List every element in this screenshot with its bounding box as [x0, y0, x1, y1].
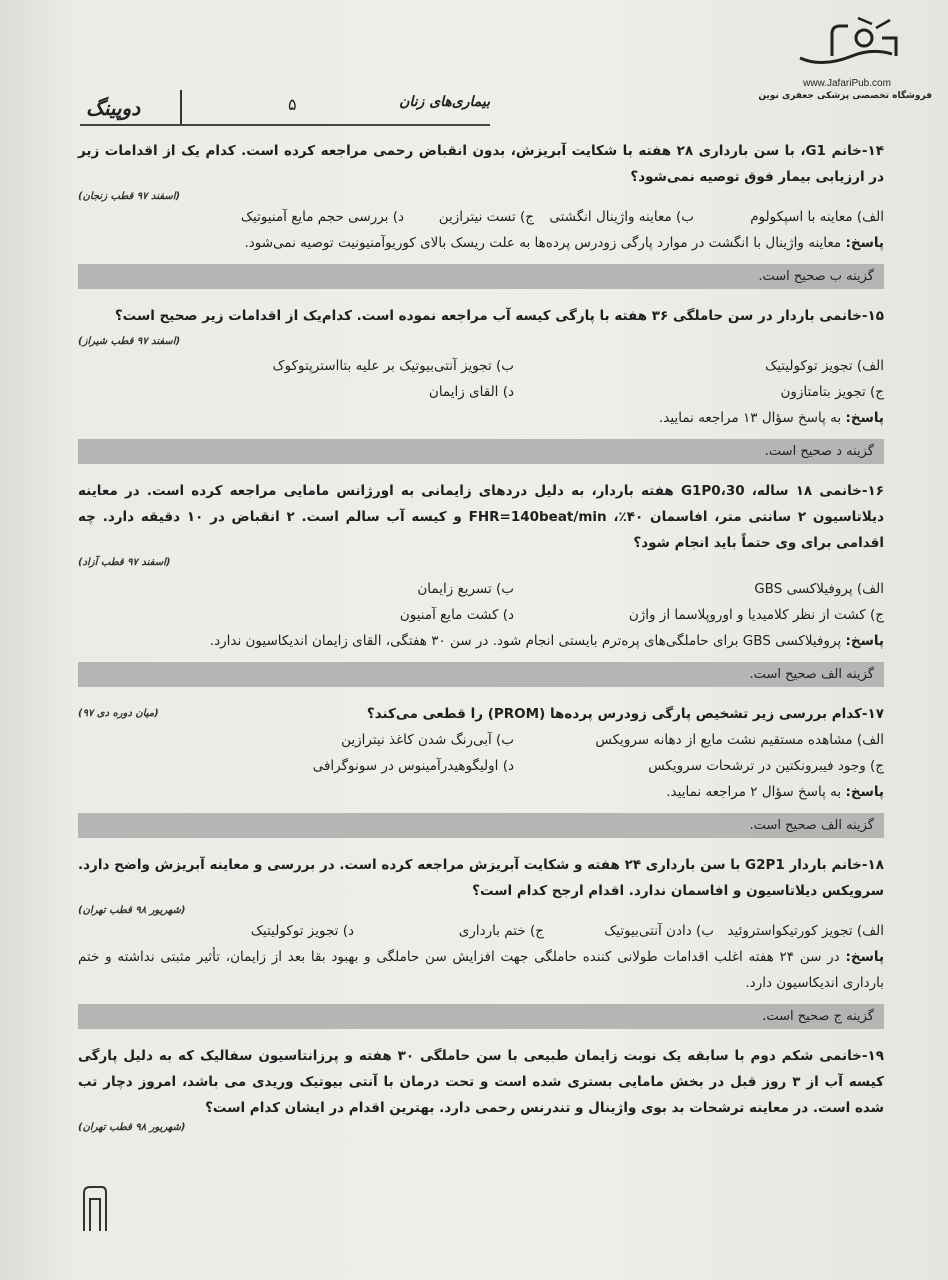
correct-option-bar: گزینه ج صحیح است. [78, 1004, 884, 1029]
answer: پاسخ: معاینه واژینال با انگشت در موارد پارگی زودرس پرده‌ها به علت ریسک بالای کوریوآمنیونیت توصیه نمی‌شود. [244, 235, 884, 251]
option-c: ج) کشت از نظر کلامیدیا و اوروپلاسما از واژن [628, 607, 884, 623]
publisher-logo-icon [792, 16, 902, 72]
options [78, 727, 884, 779]
answer: پاسخ: پروفیلاکسی GBS برای حاملگی‌های پره‌ترم بایستی انجام شود. در سن ۳۰ هفتگی، القای زایمان اندیکاسیون ندارد. [209, 633, 884, 649]
answer: پاسخ: به پاسخ سؤال ۲ مراجعه نمایید. [666, 784, 884, 800]
header-divider [180, 90, 182, 124]
question-text: خانمی ۱۸ ساله، 30،G1P0 هفته باردار، به دلیل دردهای زایمانی به اورژانس مامایی مراجعه کرده است. در معاینه دیلاتاسیون ۲ سانتی متر، افاسمان ۴۰٪، FHR=140beat/min و کیسه آب سالم است. ۲ انقباض در ۱۰ دقیقه دارد. چه اقدامی برای وی حتماً باید انجام شود؟ [78, 483, 884, 551]
answer: پاسخ: به پاسخ سؤال ۱۳ مراجعه نمایید. [659, 410, 884, 426]
correct-option-bar: گزینه الف صحیح است. [78, 662, 884, 687]
question-text: کدام بررسی زیر تشخیص پارگی زودرس پرده‌ها (PROM) را قطعی می‌کند؟ [366, 706, 862, 722]
question-text: خانمی باردار در سن حاملگی ۳۶ هفته با پارگی کیسه آب مراجعه نموده است. کدام‌یک از اقدامات زیر صحیح است؟ [114, 308, 862, 324]
question-source: (اسفند ۹۷ قطب زنجان) [78, 191, 181, 202]
option-c: ج) وجود فیبرونکتین در ترشحات سرویکس [648, 758, 884, 774]
option-b: ب) معاینه واژینال انگشتی [549, 209, 694, 225]
option-b: ب) آبی‌رنگ شدن کاغذ نیترازین [341, 732, 514, 748]
option-a: الف) تجویز توکولیتیک [765, 358, 884, 374]
answer: پاسخ: در سن ۲۴ هفته اغلب اقدامات طولانی کننده حاملگی جهت افزایش سن حاملگی و بهبود بقا بعد از زایمان، تأثیر مثبتی نداشته و ختم بارداری اندیکاسیون دارد. [78, 949, 885, 991]
option-a: الف) پروفیلاکسی GBS [754, 581, 884, 597]
running-header [80, 90, 490, 124]
option-a: الف) معاینه با اسپکولوم [750, 209, 884, 225]
question-18 [78, 852, 884, 1029]
options [78, 353, 884, 405]
publisher-url: www.JafariPub.com [803, 78, 891, 89]
publisher-store: فروشگاه تخصصی پزشکی جعفری نوین [758, 91, 932, 101]
correct-option-bar: گزینه د صحیح است. [78, 439, 884, 464]
question-source: (شهریور ۹۸ قطب تهران) [78, 905, 186, 916]
question-number: ۱۸- [861, 857, 885, 873]
option-a: الف) مشاهده مستقیم نشت مایع از دهانه سرویکس [595, 732, 884, 748]
question-number: ۱۶- [861, 483, 884, 499]
correct-option-bar: گزینه ب صحیح است. [78, 264, 884, 289]
question-number: ۱۹- [861, 1048, 884, 1064]
option-d: د) اولیگوهیدرآمینوس در سونوگرافی [312, 758, 514, 774]
options [78, 576, 884, 628]
option-b: ب) تسریع زایمان [417, 581, 514, 597]
option-d: د) تجویز توکولیتیک [250, 923, 354, 939]
chapter-title: بیماری‌های زنان [399, 94, 490, 110]
question-14 [78, 138, 884, 289]
publisher-block [758, 16, 932, 101]
question-source: (اسفند ۹۷ قطب شیراز) [78, 336, 181, 347]
option-d: د) بررسی حجم مایع آمنیوتیک [240, 209, 404, 225]
question-source: (اسفند ۹۷ قطب آزاد) [78, 557, 171, 568]
correct-option-bar: گزینه الف صحیح است. [78, 813, 884, 838]
option-b: ب) دادن آنتی‌بیوتیک [604, 923, 714, 939]
option-c: ج) ختم بارداری [458, 923, 544, 939]
option-d: د) القای زایمان [428, 384, 514, 400]
option-d: د) کشت مایع آمنیون [399, 607, 514, 623]
options [78, 204, 884, 230]
question-number: ۱۴- [861, 143, 884, 159]
option-b: ب) تجویز آنتی‌بیوتیک بر علیه بتااسترپتوکوک [272, 358, 514, 374]
options [78, 918, 884, 944]
question-text: خانمی شکم دوم با سابقه یک نوبت زایمان طبیعی با سن حاملگی ۳۰ هفته و پرزانتاسیون سفالیک که به دلیل پارگی کیسه آب از ۳ روز قبل در بخش مامایی بستری شده است و تحت درمان با آنتی بیوتیک وریدی می باشد، امروز دچار تب شده است. در معاینه ترشحات بد بوی واژینال و تندرنس رحمی دارد. بهترین اقدام در ایشان کدام است؟ [78, 1048, 884, 1116]
question-source: (میان دوره دی ۹۷) [78, 708, 159, 719]
question-number: ۱۷- [861, 706, 884, 722]
question-19 [78, 1043, 884, 1135]
question-source: (شهریور ۹۸ قطب تهران) [78, 1122, 186, 1133]
question-16 [78, 478, 884, 687]
question-text: خانم باردار G2P1 با سن بارداری ۲۴ هفته و شکایت آبریزش مراجعه کرده است. در بررسی و معاینه آبریزش واضح دارد. سرویکس دیلاتاسیون و افاسمان ندارد. اقدام ارجح کدام است؟ [78, 857, 884, 899]
question-number: ۱۵- [861, 308, 884, 324]
header-rule [80, 124, 490, 126]
question-15 [78, 303, 884, 464]
footer-ornament-icon [80, 1183, 110, 1233]
question-text: خانم G1، با سن بارداری ۲۸ هفته با شکایت آبریزش، بدون انقباض رحمی مراجعه کرده است. کدام یک از اقدامات زیر در ارزیابی بیمار فوق توصیه نمی‌شود؟ [78, 143, 884, 185]
page-number: ۵ [288, 95, 297, 114]
question-17 [78, 701, 884, 838]
option-c: ج) تست نیترازین [438, 209, 534, 225]
brand-logo: دوپینگ [86, 96, 141, 120]
option-c: ج) تجویز بتامتازون [780, 384, 884, 400]
option-a: الف) تجویز کورتیکواستروئید [727, 923, 884, 939]
questions-content [78, 138, 884, 1135]
